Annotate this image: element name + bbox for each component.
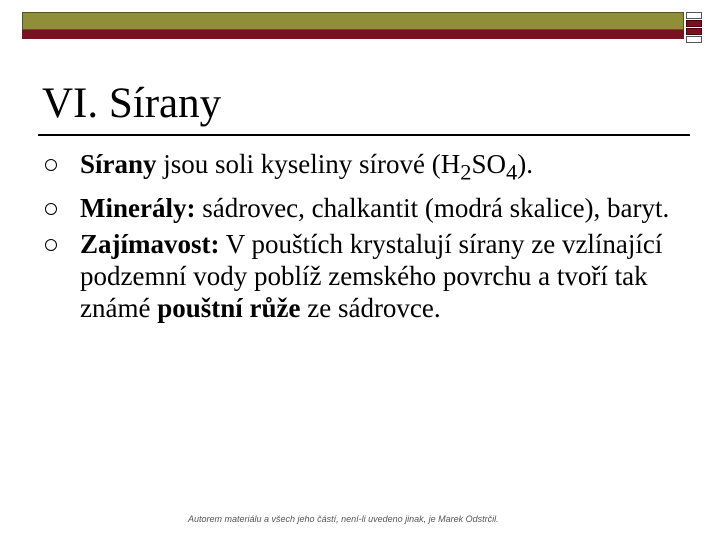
subscript: 2 [460, 159, 472, 185]
bullet-term: Sírany [80, 149, 157, 179]
bullet-text: jsou soli kyseliny sírové (H [156, 149, 461, 179]
bullet-circle-icon [45, 203, 57, 215]
subscript: 4 [506, 159, 518, 185]
header-red-bar [22, 30, 684, 39]
bullet-item [40, 228, 680, 324]
bullet-circle-icon [45, 159, 57, 171]
bullet-text: V pouštích krystalují sírany ze vzlínající podzemní vody poblíž zemského povrchu a tvoří tak známé [80, 229, 663, 324]
footer-credit: Autorem materiálu a všech jeho částí, není-li uvedeno jinak, je Marek Odstrčil. [188, 514, 499, 524]
bullet-text: SO [471, 149, 507, 179]
corner-decoration [686, 12, 708, 44]
slide-title: VI. Sírany [42, 80, 222, 127]
bullet-term: Zajímavost: [80, 229, 220, 260]
bullet-list [40, 148, 680, 328]
corner-square [686, 12, 702, 19]
title-underline [38, 134, 690, 136]
bullet-circle-icon [45, 239, 57, 251]
header-olive-bar [22, 12, 684, 30]
bullet-text: ze sádrovce. [300, 293, 441, 324]
bullet-term: Minerály: [80, 193, 196, 224]
corner-square [686, 20, 702, 27]
bullet-item [40, 148, 680, 188]
bullet-text: sádrovec, chalkantit (modrá skalice), baryt. [195, 193, 670, 224]
bullet-emphasis: pouštní růže [157, 293, 301, 324]
corner-square [686, 36, 702, 43]
bullet-item [40, 192, 680, 224]
bullet-text: ). [517, 149, 534, 179]
corner-square [686, 28, 702, 35]
